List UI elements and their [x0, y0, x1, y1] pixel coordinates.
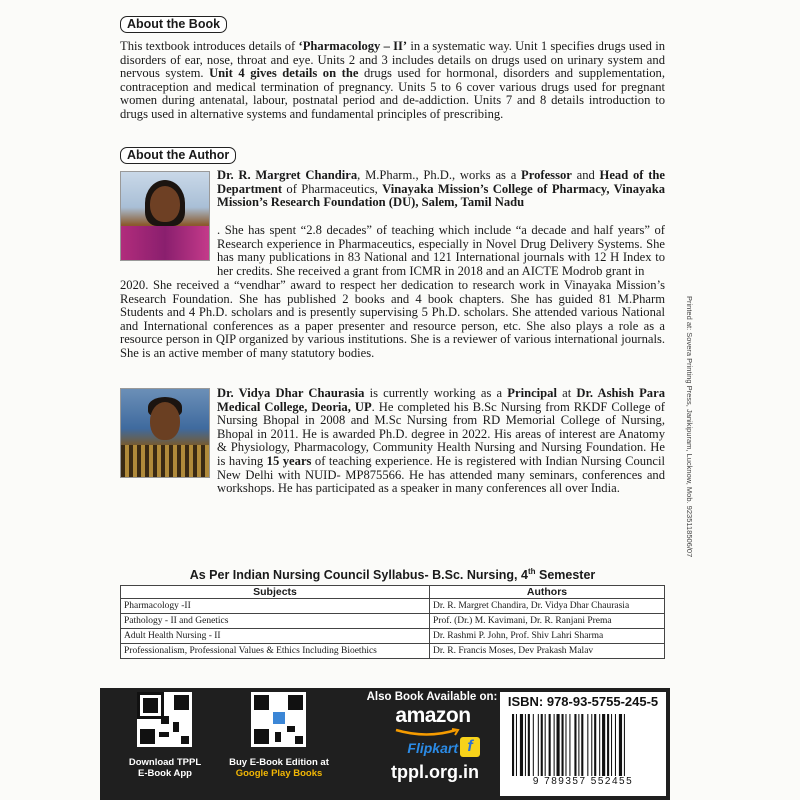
barcode-bar: [611, 714, 612, 776]
barcode-bar: [557, 714, 560, 776]
table-row: [121, 629, 665, 644]
barcode-bar: [562, 714, 564, 776]
barcode-bar: [615, 714, 616, 776]
amazon-logo[interactable]: amazon: [395, 704, 471, 727]
author2-bio-bold: Dr. Ashish Para Medical College, Deoria, UP: [217, 386, 665, 414]
barcode-bar: [578, 714, 579, 776]
authors-cell: Dr. R. Margret Chandira, Dr. Vidya Dhar Chaurasia: [430, 599, 665, 614]
author2-bio-part: . He completed his B.Sc Nursing from RKDF College of Nursing Bhopal in 2008 and M.Sc Nursing from RD Memorial College of Nursing, Bhopal in 2011. He is awarded Ph.D. degree in 2022. His areas of interest are Anatomy & Physiology, Pharmacology, Community Health Nursing and Nursing Foundation. He is having: [217, 399, 665, 468]
about-book-text-part: in a systematic way. Unit 1 specifies drugs used in disorders of ear, nose, throat and eye. Units 2 and 3 includes details on drugs used on urinary system and nervous system.: [120, 39, 665, 81]
syllabus-header-row: [121, 586, 665, 599]
about-book-text-part: This textbook introduces details of: [120, 39, 299, 53]
subject-cell: Professionalism, Professional Values & Ethics Including Bioethics: [121, 644, 430, 659]
col-header-authors: Authors: [430, 586, 665, 599]
author2-bio-bold: 15 years: [266, 453, 312, 468]
author1-bio-top: [217, 169, 665, 210]
about-book-highlight: Unit 4 gives details on the: [209, 66, 359, 81]
barcode-bar: [581, 714, 583, 776]
isbn-block: [500, 692, 666, 796]
author2-bio-part: is currently working as a: [364, 386, 508, 400]
author1-bio-part: and: [571, 168, 600, 182]
barcode-bar: [569, 714, 570, 776]
barcode-bar: [520, 714, 523, 776]
barcode-bar: [599, 714, 600, 776]
google-play-qr-code[interactable]: [251, 692, 306, 747]
author2-bio-part: at: [556, 386, 577, 400]
barcode-bar: [587, 714, 588, 776]
author2-name: Dr. Vidya Dhar Chaurasia: [217, 386, 365, 400]
barcode-number: 9 789357 552455: [532, 776, 634, 787]
author1-bio-wrap: [217, 224, 665, 278]
isbn-barcode: [510, 714, 656, 776]
flipkart-logo[interactable]: Flipkart: [407, 740, 458, 756]
subject-cell: Adult Health Nursing - II: [121, 629, 430, 644]
author1-bio-continued: 2020. She received a “vendhar” award to respect her dedication to research work in Vinayaka Mission’s Research Foundation. She has published 2 books and 4 book chapters. She has guided 81 M.Pharm Students and 4 Ph.D. scholars and is presently supervising 5 Ph.D. scholars. She attended various National and International conferences as a paper presenter and resource person, etc. She also plays a role as a resource person in QIP organized by various institutions. She is a reviewer of various international journals. She is an active member of many statutory bodies.: [120, 278, 665, 360]
barcode-bar: [624, 714, 625, 776]
table-row: [121, 614, 665, 629]
author1-photo: [120, 171, 210, 261]
google-play-caption: [209, 757, 349, 779]
barcode-bar: [594, 714, 596, 776]
about-author-heading: About the Author: [120, 147, 236, 164]
author2-bio-bold: Principal: [507, 386, 557, 400]
barcode-bar: [619, 714, 622, 776]
isbn-label: ISBN: 978-93-5755-245-5: [507, 694, 659, 709]
barcode-bar: [533, 714, 534, 776]
barcode-bar: [528, 714, 530, 776]
about-book-heading: About the Book: [120, 16, 227, 33]
author1-bio-part: of Pharmaceutics,: [282, 181, 383, 196]
barcode-bar: [538, 714, 539, 776]
barcode-bar: [525, 714, 526, 776]
syllabus-title-end: Semester: [535, 568, 596, 583]
tppl-app-caption-line1: Download TPPL: [128, 757, 202, 768]
barcode-bar: [512, 714, 514, 776]
author1-bio-bold: Professor: [521, 168, 572, 182]
about-book-subject: ‘Pharmacology – II’: [298, 39, 408, 53]
syllabus-table: [120, 585, 665, 659]
author2-bio-part: of teaching experience. He is registered with Indian Nursing Council New Delhi with NUID- MP875566. He has attended many seminars, conferences and workshops. He has participated as a speaker in many conferences all over India.: [217, 453, 665, 496]
col-header-subjects: Subjects: [121, 586, 430, 599]
tppl-app-qr-code[interactable]: [137, 692, 192, 747]
author1-bio-bold: Head of the Department: [217, 168, 666, 196]
flipkart-bag-icon: f: [460, 737, 480, 757]
table-row: [121, 644, 665, 659]
website-link[interactable]: tppl.org.in: [391, 762, 479, 782]
author1-bio-rest: . She has spent “2.8 decades” of teaching which include “a decade and half years” of Research experience in Pharmaceutics, especially in Novel Drug Delivery Systems. She has many publications in 83 National and 121 International journals with 12 H Index to her credits. She received a grant from ICMR in 2018 and an AICTE Modrob grant in: [217, 224, 665, 278]
about-book-text: [120, 40, 665, 122]
subject-cell: Pathology - II and Genetics: [121, 614, 430, 629]
barcode-bar: [554, 714, 555, 776]
barcode-bar: [516, 714, 517, 776]
syllabus-title-text: As Per Indian Nursing Council Syllabus- B.Sc. Nursing, 4: [189, 568, 528, 583]
syllabus-title-sup: th: [527, 567, 536, 576]
barcode-bar: [565, 714, 566, 776]
authors-cell: Prof. (Dr.) M. Kavimani, Dr. R. Ranjani Prema: [430, 614, 665, 629]
syllabus-title: [120, 567, 665, 582]
barcode-bar: [545, 714, 546, 776]
author1-bio-bold: Vinayaka Mission’s College of Pharmacy, Vinayaka Mission’s Research Foundation (DU), Salem, Tamil Nadu: [217, 181, 665, 210]
author1-name: Dr. R. Margret Chandira: [217, 168, 358, 182]
author2-photo: [120, 388, 210, 478]
subject-cell: Pharmacology -II: [121, 599, 430, 614]
also-available-label: Also Book Available on:: [366, 691, 498, 703]
authors-cell: Dr. R. Francis Moses, Dev Prakash Malav: [430, 644, 665, 659]
barcode-bar: [541, 714, 543, 776]
table-row: [121, 599, 665, 614]
amazon-smile-icon: [392, 728, 462, 737]
barcode-bar: [549, 714, 551, 776]
barcode-bar: [591, 714, 592, 776]
about-book-text-part: drugs used for hormonal, disorders and supplementation, contraception and medical termination of pregnancy. Units 5 to 6 cover various drugs used for pregnant women during antenatal, labour, postnatal period and de-addiction. Units 7 and 8 details introduction to drugs used in alternative systems and fundamental principles of prescribing.: [120, 66, 665, 121]
barcode-bar: [574, 714, 576, 776]
barcode-bar: [607, 714, 609, 776]
author2-bio: [217, 387, 665, 496]
google-play-caption-line2: Google Play Books: [235, 768, 323, 779]
barcode-bar: [602, 714, 605, 776]
printer-note: Printed at: Sovera Printing Press, Janikipuram, Lucknow, Mob. 9235118506/07: [685, 296, 694, 558]
google-play-caption-line1: Buy E-Book Edition at: [229, 757, 329, 768]
tppl-app-caption-line2: E-Book App: [137, 768, 192, 779]
author1-bio-part: , M.Pharm., Ph.D., works as a: [357, 168, 522, 182]
authors-cell: Dr. Rashmi P. John, Prof. Shiv Lahri Sharma: [430, 629, 665, 644]
